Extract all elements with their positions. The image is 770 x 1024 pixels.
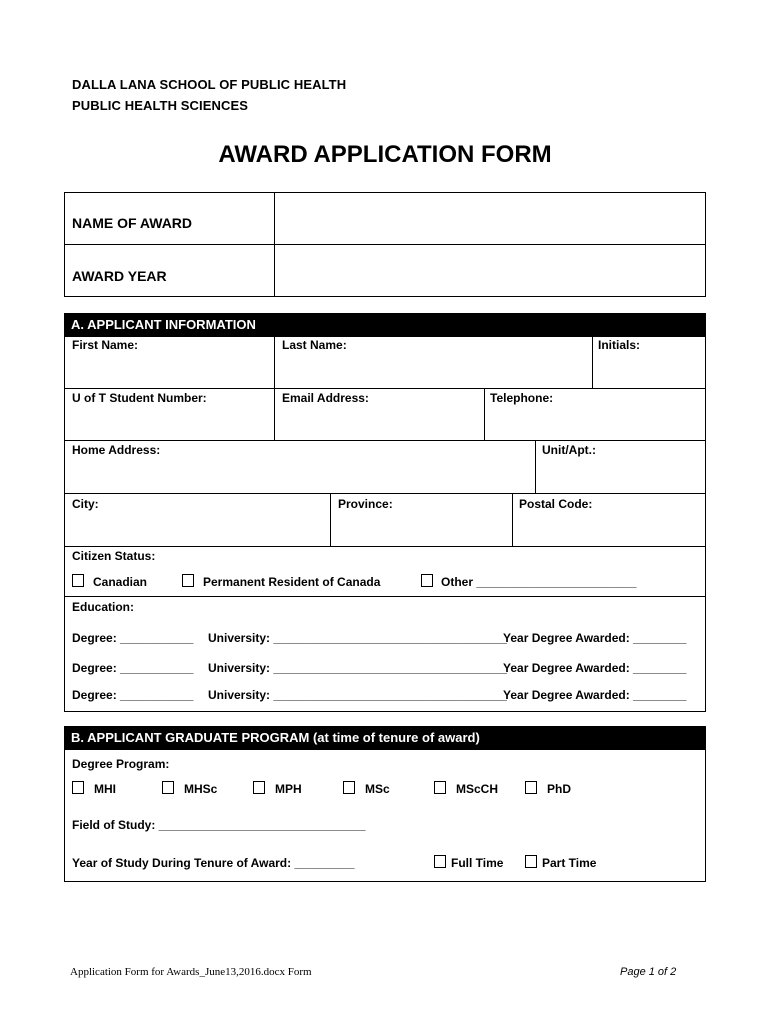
divider	[274, 388, 275, 440]
email-field[interactable]	[276, 407, 482, 438]
divider	[64, 546, 706, 547]
divider	[484, 388, 485, 440]
city-field[interactable]	[66, 513, 328, 544]
footer-document-name: Application Form for Awards_June13,2016.docx Form	[70, 966, 312, 978]
mhi-option-label: MHI	[94, 782, 116, 796]
unit-field[interactable]	[537, 459, 704, 491]
degree-field[interactable]: Degree: ___________	[72, 688, 194, 702]
mhsc-checkbox[interactable]	[162, 781, 174, 794]
divider	[64, 388, 706, 389]
full-time-label: Full Time	[451, 856, 504, 870]
degree-field[interactable]: Degree: ___________	[72, 631, 194, 645]
telephone-label: Telephone:	[490, 391, 554, 405]
award-year-field[interactable]	[276, 246, 704, 295]
section-a-header: A. APPLICANT INFORMATION	[64, 313, 706, 336]
divider	[512, 493, 513, 546]
award-name-label: NAME OF AWARD	[72, 215, 193, 231]
award-name-field[interactable]	[276, 194, 704, 243]
initials-label: Initials:	[598, 338, 641, 352]
last-name-label: Last Name:	[282, 338, 347, 352]
canadian-checkbox[interactable]	[72, 574, 84, 587]
divider	[330, 493, 331, 546]
msc-checkbox[interactable]	[343, 781, 355, 794]
home-address-field[interactable]	[66, 459, 533, 491]
student-number-field[interactable]	[66, 407, 272, 438]
year-degree-awarded-field[interactable]: Year Degree Awarded: ________	[503, 631, 687, 645]
divider	[535, 440, 536, 493]
year-degree-awarded-field[interactable]: Year Degree Awarded: ________	[503, 661, 687, 675]
city-label: City:	[72, 497, 99, 511]
home-address-label: Home Address:	[72, 443, 161, 457]
form-title: AWARD APPLICATION FORM	[218, 141, 552, 168]
mhi-checkbox[interactable]	[72, 781, 84, 794]
other-status-option-label: Other ________________________	[441, 575, 637, 589]
divider	[592, 336, 593, 388]
field-of-study-field[interactable]: Field of Study: _______________________________	[72, 818, 366, 832]
citizen-status-label: Citizen Status:	[72, 549, 156, 563]
postal-code-field[interactable]	[514, 513, 704, 544]
mph-option-label: MPH	[275, 782, 302, 796]
mscch-option-label: MScCH	[456, 782, 499, 796]
postal-code-label: Postal Code:	[519, 497, 593, 511]
divider	[64, 493, 706, 494]
mhsc-option-label: MHSc	[184, 782, 218, 796]
degree-program-label: Degree Program:	[72, 757, 170, 771]
award-table-row-divider	[64, 244, 706, 245]
award-year-label: AWARD YEAR	[72, 268, 167, 284]
mph-checkbox[interactable]	[253, 781, 265, 794]
phd-option-label: PhD	[547, 782, 571, 796]
university-field[interactable]: University: ___________________________________	[208, 661, 507, 675]
province-field[interactable]	[332, 513, 510, 544]
unit-label: Unit/Apt.:	[542, 443, 596, 457]
first-name-field[interactable]	[66, 354, 272, 386]
year-of-study-field[interactable]: Year of Study During Tenure of Award: _________	[72, 856, 355, 870]
email-label: Email Address:	[282, 391, 369, 405]
divider	[274, 336, 275, 388]
divider	[64, 596, 706, 597]
year-degree-awarded-field[interactable]: Year Degree Awarded: ________	[503, 688, 687, 702]
telephone-field[interactable]	[486, 407, 704, 438]
permanent-resident-option-label: Permanent Resident of Canada	[203, 575, 381, 589]
first-name-label: First Name:	[72, 338, 139, 352]
initials-field[interactable]	[594, 354, 704, 386]
other-status-checkbox[interactable]	[421, 574, 433, 587]
mscch-checkbox[interactable]	[434, 781, 446, 794]
degree-field[interactable]: Degree: ___________	[72, 661, 194, 675]
canadian-option-label: Canadian	[93, 575, 148, 589]
permanent-resident-checkbox[interactable]	[182, 574, 194, 587]
department-name: PUBLIC HEALTH SCIENCES	[72, 98, 249, 113]
footer-page-number: Page 1 of 2	[620, 966, 677, 978]
phd-checkbox[interactable]	[525, 781, 537, 794]
province-label: Province:	[338, 497, 393, 511]
education-label: Education:	[72, 600, 134, 614]
part-time-checkbox[interactable]	[525, 855, 537, 868]
student-number-label: U of T Student Number:	[72, 391, 207, 405]
section-b-header: B. APPLICANT GRADUATE PROGRAM (at time of tenure of award)	[64, 726, 706, 749]
last-name-field[interactable]	[276, 354, 590, 386]
university-field[interactable]: University: ___________________________________	[208, 688, 507, 702]
msc-option-label: MSc	[365, 782, 390, 796]
divider	[64, 440, 706, 441]
part-time-label: Part Time	[542, 856, 597, 870]
full-time-checkbox[interactable]	[434, 855, 446, 868]
school-name: DALLA LANA SCHOOL OF PUBLIC HEALTH	[72, 77, 347, 92]
university-field[interactable]: University: ___________________________________	[208, 631, 507, 645]
